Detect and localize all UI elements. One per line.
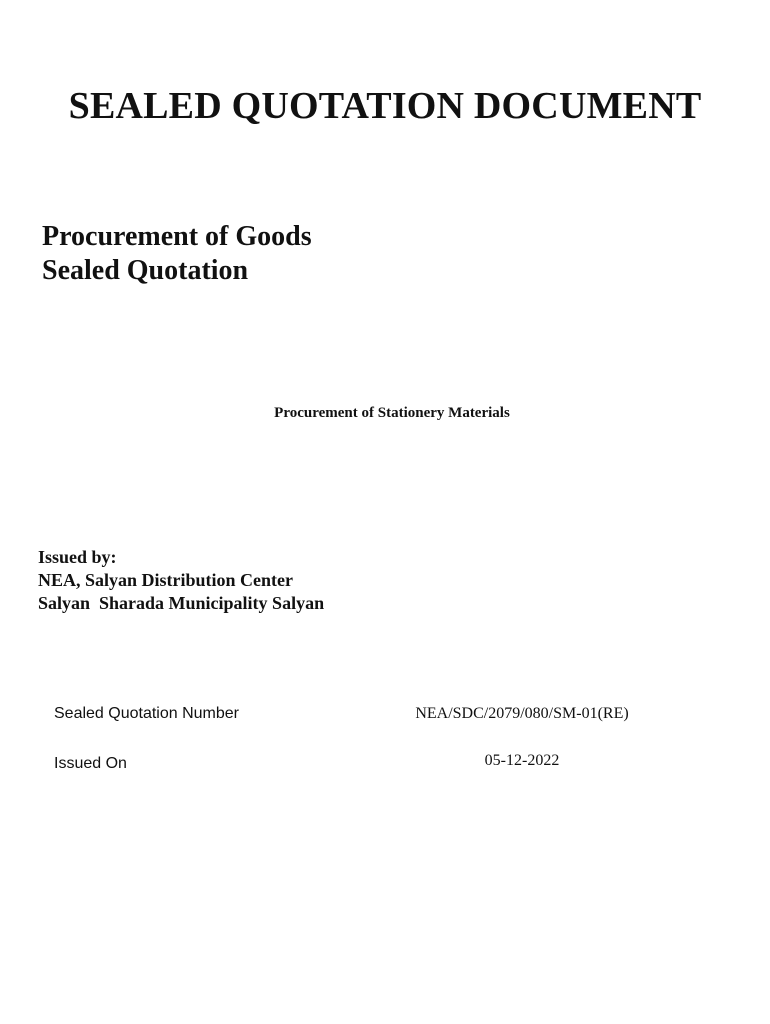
subtitle-line-goods: Procurement of Goods bbox=[42, 221, 312, 252]
issued-on-label: Issued On bbox=[54, 755, 127, 772]
issuer-line-1: NEA, Salyan Distribution Center bbox=[38, 570, 294, 590]
procurement-type bbox=[42, 220, 312, 288]
issuer-block bbox=[38, 546, 324, 615]
quotation-number-label: Sealed Quotation Number bbox=[54, 705, 239, 722]
project-name: Procurement of Stationery Materials bbox=[274, 405, 510, 421]
document-title: SEALED QUOTATION DOCUMENT bbox=[68, 85, 702, 127]
issued-by-heading: Issued by: bbox=[38, 547, 117, 567]
quotation-number-value: NEA/SDC/2079/080/SM-01(RE) bbox=[415, 705, 629, 722]
subtitle-line-sealed-quotation: Sealed Quotation bbox=[42, 255, 249, 286]
issued-on-value: 05-12-2022 bbox=[484, 752, 560, 769]
issuer-line-2: Salyan Sharada Municipality Salyan bbox=[38, 593, 325, 613]
